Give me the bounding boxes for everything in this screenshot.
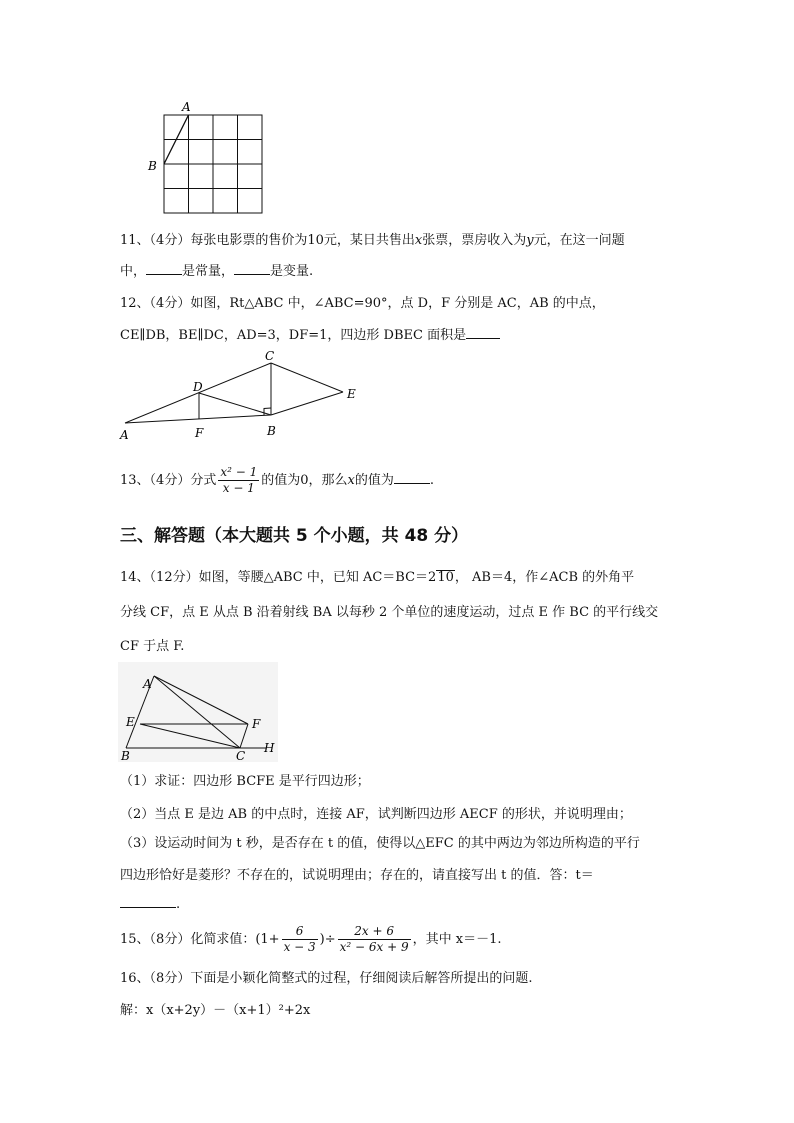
answer-blank[interactable] <box>466 326 500 339</box>
figure-12 <box>115 348 365 443</box>
question-14-answer-line: . <box>120 895 180 912</box>
fraction: $\frac{6}{x - 3}$ <box>283 924 316 954</box>
question-14-part2: （2）当点 E 是边 AB 的中点时，连接 AF，试判断四边形 AECF 的形状，并说明理由； <box>120 807 632 822</box>
question-14-part1: （1）求证：四边形 BCFE 是平行四边形； <box>120 774 370 789</box>
fig14-label-e: E <box>126 715 135 729</box>
question-14-line2: 分线 CF，点 E 从点 B 沿着射线 BA 以每秒 2 个单位的速度运动，过点 E 作 BC 的平行线交 <box>120 605 659 620</box>
question-16-line2: 解：x（x+2y）－（x+1）²+2x <box>120 1003 311 1018</box>
question-14-line3: CF 于点 F. <box>120 639 185 654</box>
question-15: 15、（8分）化简求值：(1+ $\frac{6}{x - 3}$ )÷ $\frac{2x + 6}{\text{x² − 6x + 9}}$ ，其中 x＝－1. <box>120 924 502 954</box>
fig12-label-d: D <box>193 380 203 394</box>
fig14-label-c: C <box>236 749 246 762</box>
figure-14 <box>118 662 278 762</box>
question-12-line2: CE∥DB，BE∥DC，AD=3，DF=1，四边形 DBEC 面积是 <box>120 324 500 343</box>
answer-blank[interactable] <box>146 262 182 275</box>
answer-blank[interactable] <box>234 262 270 275</box>
question-11-line1: 11、（4分）每张电影票的售价为10元，某日共售出x张票，票房收入为y元，在这一问题 <box>120 233 625 248</box>
grid-figure <box>140 100 270 220</box>
grid-label-b: B <box>148 159 157 173</box>
fig12-label-b: B <box>267 424 276 438</box>
fig12-label-c: C <box>265 349 275 363</box>
grid-label-a: A <box>182 100 191 114</box>
fig12-label-f: F <box>195 426 204 440</box>
answer-blank[interactable] <box>120 895 176 908</box>
question-16-line1: 16、（8分）下面是小颖化简整式的过程，仔细阅读后解答所提出的问题. <box>120 971 533 986</box>
fig12-label-a: A <box>120 428 129 442</box>
question-14-line1: 14、（12分）如图，等腰△ABC 中，已知 AC＝BC＝210， AB＝4，作∠ACB 的外角平 <box>120 570 635 585</box>
answer-blank[interactable] <box>394 471 430 484</box>
fig12-label-e: E <box>347 387 356 401</box>
question-13: 13、（4分）分式 $\frac{\text{x² − 1}}{x - 1}$ 的值为0，那么x的值为 . <box>120 465 435 495</box>
fraction: $\frac{\text{x² − 1}}{x - 1}$ <box>220 465 258 495</box>
question-11-line2: 中， 是常量， 是变量. <box>120 264 314 279</box>
question-14-part3-line2: 四边形恰好是菱形？不存在的，试说明理由；存在的，请直接写出 t 的值．答：t＝ <box>120 868 594 883</box>
fig14-label-h: H <box>264 741 275 755</box>
section-title: 三、解答题（本大题共 5 个小题，共 48 分） <box>120 526 469 546</box>
question-12-line1: 12、（4分）如图，Rt△ABC 中，∠ABC=90°，点 D，F 分别是 AC，AB 的中点， <box>120 296 605 311</box>
question-14-part3-line1: （3）设运动时间为 t 秒，是否存在 t 的值，使得以△EFC 的其中两边为邻边所构造的平行 <box>120 836 640 851</box>
fig14-label-a: A <box>143 677 152 691</box>
fraction: $\frac{2x + 6}{\text{x² − 6x + 9}}$ <box>339 924 409 954</box>
fig14-label-b: B <box>121 749 130 762</box>
fig14-label-f: F <box>252 717 261 731</box>
